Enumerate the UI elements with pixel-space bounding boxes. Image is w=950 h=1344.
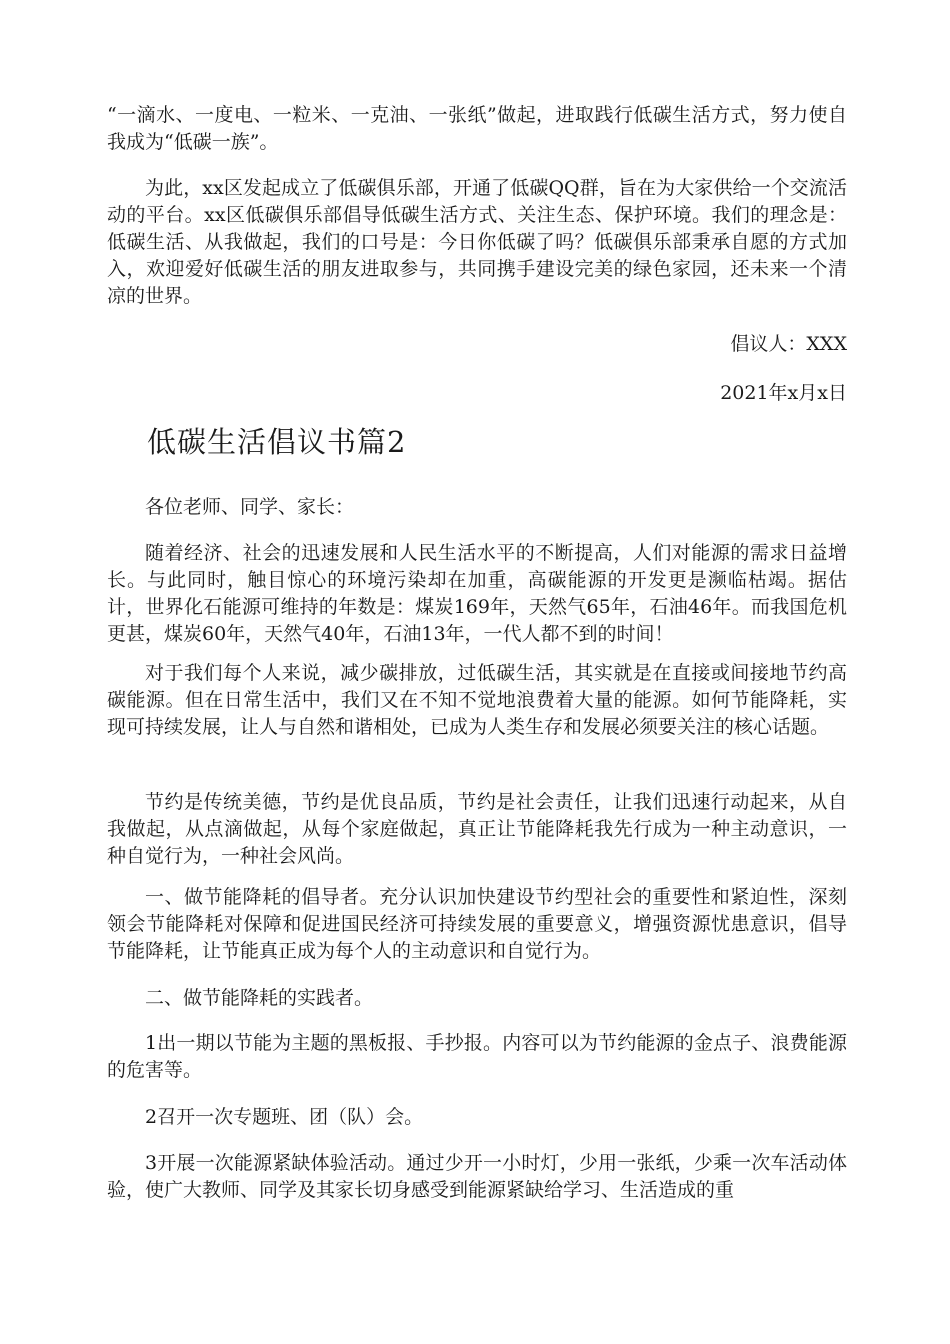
paragraph-continuation: “一滴水、一度电、一粒米、一克油、一张纸”做起，进取践行低碳生活方式，努力使自我成为“低碳一族”。: [107, 104, 847, 153]
paragraph-point-2: 二、做节能降耗的实践者。: [145, 987, 374, 1009]
paragraph-point-1: 一、做节能降耗的倡导者。充分认识加快建设节约型社会的重要性和紧迫性，深刻领会节能降耗对保障和促进国民经济可持续发展的重要意义，增强资源忧患意识，倡导节能降耗，让节能真正成为每个人的主动意识和自觉行为。: [107, 886, 847, 962]
list-item-3: 3开展一次能源紧缺体验活动。通过少开一小时灯，少用一张纸，少乘一次车活动体验，使广大教师、同学及其家长切身感受到能源紧缺给学习、生活造成的重: [107, 1152, 847, 1201]
signer-line: 倡议人：XXX: [730, 333, 847, 355]
paragraph-energy: 随着经济、社会的迅速发展和人民生活水平的不断提高，人们对能源的需求日益增长。与此同时，触目惊心的环境污染却在加重，高碳能源的开发更是濒临枯竭。据估计，世界化石能源可维持的年数是：煤炭169年，天然气65年，石油46年。而我国危机更甚，煤炭60年，天然气40年，石油13年，一代人都不到的时间！: [107, 542, 847, 645]
paragraph-thrift: 节约是传统美德，节约是优良品质，节约是社会责任，让我们迅速行动起来，从自我做起，从点滴做起，从每个家庭做起，真正让节能降耗我先行成为一种主动意识，一种自觉行为，一种社会风尚。: [107, 791, 847, 867]
paragraph-club: 为此，xx区发起成立了低碳俱乐部，开通了低碳QQ群，旨在为大家供给一个交流活动的平台。xx区低碳俱乐部倡导低碳生活方式、关注生态、保护环境。我们的理念是：低碳生活、从我做起，我们的口号是：今日你低碳了吗？低碳俱乐部秉承自愿的方式加入，欢迎爱好低碳生活的朋友进取参与，共同携手建设完美的绿色家园，还未来一个清凉的世界。: [107, 177, 847, 307]
paragraph-carbon: 对于我们每个人来说，减少碳排放，过低碳生活，其实就是在直接或间接地节约高碳能源。但在日常生活中，我们又在不知不觉地浪费着大量的能源。如何节能降耗，实现可持续发展，让人与自然和谐相处，已成为人类生存和发展必须要关注的核心话题。: [107, 662, 847, 738]
section-heading: 低碳生活倡议书篇2: [147, 425, 407, 459]
list-item-1: 1出一期以节能为主题的黑板报、手抄报。内容可以为节约能源的金点子、浪费能源的危害等。: [107, 1032, 847, 1081]
list-item-2: 2召开一次专题班、团（队）会。: [145, 1106, 424, 1128]
date-line: 2021年x月x日: [720, 382, 847, 404]
salutation: 各位老师、同学、家长：: [145, 496, 355, 518]
